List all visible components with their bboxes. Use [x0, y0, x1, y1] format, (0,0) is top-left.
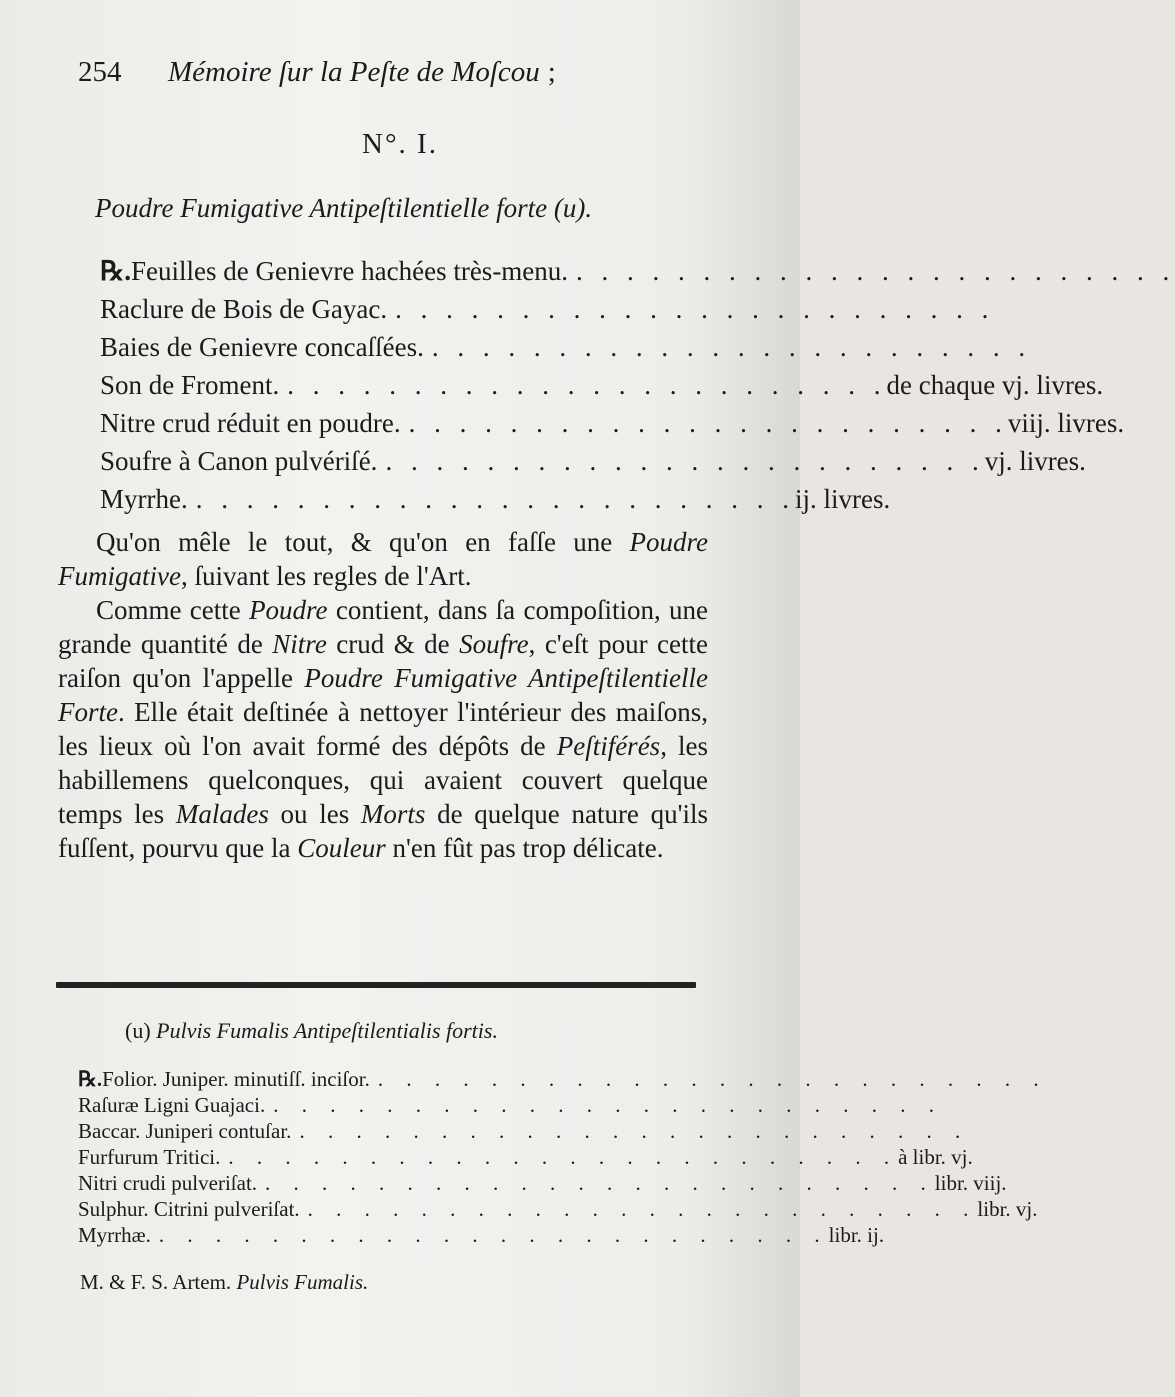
footnote-recipe-ingredient: Nitri crudi pulveriſat. — [78, 1171, 258, 1195]
footnote-recipe-leader-dots: . . . . . . . . . . . . . . . . . . . . . . . . — [228, 1145, 899, 1169]
recipe-leader-dots: . . . . . . . . . . . . . . . . . . . . . . . . — [408, 408, 1008, 438]
recipe-row — [100, 370, 1104, 408]
recipe-row — [100, 446, 1086, 484]
footnote-recipe-ingredient: Baccar. Juniperi contuſar. — [78, 1119, 292, 1143]
running-header — [78, 56, 628, 89]
recipe-quantity: viij. livres. — [1007, 408, 1125, 438]
footnote-recipe-leader-dots: . . . . . . . . . . . . . . . . . . . . . . . . — [273, 1093, 943, 1117]
recipe-quantity: de chaque vj. livres. — [886, 370, 1104, 400]
recipe-rx-symbol: ℞. — [100, 256, 131, 286]
recipe-ingredient: Son de Froment. — [100, 370, 280, 400]
section-number: N°. I. — [362, 128, 438, 160]
recipe-row — [100, 484, 891, 522]
body-text — [58, 525, 708, 865]
footnote-recipe-row — [78, 1197, 1038, 1223]
recipe-ingredient: Baies de Genievre concaſſées. — [100, 332, 424, 362]
footnote-closing: M. & F. S. Artem. Pulvis Fumalis. — [80, 1270, 369, 1294]
footnote-recipe-ingredient: Furfurum Tritici. — [78, 1145, 221, 1169]
recipe-ingredient: Myrrhe. — [100, 484, 188, 514]
footnote-recipe-quantity: libr. ij. — [828, 1223, 885, 1247]
recipe-quantity: vj. livres. — [984, 446, 1086, 476]
header-mark: ; — [547, 56, 556, 88]
running-title: Mémoire ſur la Peſte de Moſcou — [168, 56, 540, 88]
recipe-ingredient: Feuilles de Genievre hachées très-menu. — [130, 256, 569, 286]
footnote-recipe-row — [78, 1145, 973, 1171]
footnote-recipe-quantity: à libr. vj. — [898, 1145, 973, 1169]
footnote-recipe-quantity: libr. viij. — [934, 1171, 1007, 1195]
footnote-recipe-list — [78, 1067, 1048, 1249]
recipe-leader-dots: . . . . . . . . . . . . . . . . . . . . . . . . — [195, 484, 795, 514]
footnote-recipe-ingredient: Sulphur. Citrini pulveriſat. — [78, 1197, 300, 1221]
recipe-leader-dots: . . . . . . . . . . . . . . . . . . . . . . . . — [576, 256, 1175, 286]
recipe-ingredient: Soufre à Canon pulvériſé. — [100, 446, 378, 476]
recipe-leader-dots: . . . . . . . . . . . . . . . . . . . . . . . . — [287, 370, 887, 400]
recipe-leader-dots: . . . . . . . . . . . . . . . . . . . . . . . . — [395, 294, 995, 324]
recipe-row — [100, 332, 1032, 370]
footnote-recipe-leader-dots: . . . . . . . . . . . . . . . . . . . . . . . . — [265, 1171, 935, 1195]
paragraph-2: Comme cette Poudre contient, dans ſa compoſition, une grande quantité de Nitre crud & de Soufre, c'eſt pour cette raiſon qu'on l'appelle Poudre Fumigative Antipeſtilentielle Forte. Elle était deſtinée à nettoyer l'intérieur des maiſons, les lieux où l'on avait formé des dépôts de Peſtiférés, les habillemens quelconques, qui avaient couvert quelque temps les Malades ou les Morts de quelque nature qu'ils fuſſent, pourvu que la Couleur n'en fût pas trop délicate. — [58, 595, 709, 863]
footnote-title: Pulvis Fumalis Antipeſtilentialis fortis. — [156, 1018, 498, 1043]
footnote-recipe-leader-dots: . . . . . . . . . . . . . . . . . . . . . . . . — [307, 1197, 978, 1221]
footnote-rule — [56, 982, 696, 988]
footnote-recipe-row — [78, 1067, 1048, 1093]
recipe-heading: Poudre Fumigative Antipeſtilentielle forte (u). — [95, 193, 593, 223]
footnote-recipe-rx-symbol: ℞. — [78, 1067, 103, 1091]
footnote-recipe-leader-dots: . . . . . . . . . . . . . . . . . . . . . . . . — [377, 1067, 1048, 1091]
recipe-leader-dots: . . . . . . . . . . . . . . . . . . . . . . . . — [385, 446, 985, 476]
footnote-heading — [125, 1018, 685, 1044]
recipe-row — [100, 256, 1175, 294]
footnote-recipe-row — [78, 1093, 943, 1119]
recipe-row — [100, 408, 1125, 446]
footnote-recipe-ingredient: Folior. Juniper. minutiſſ. inciſor. — [102, 1067, 370, 1091]
footnote-recipe-row — [78, 1119, 970, 1145]
recipe-leader-dots: . . . . . . . . . . . . . . . . . . . . . . . . — [431, 332, 1032, 362]
footnote-recipe-quantity: libr. vj. — [977, 1197, 1038, 1221]
paragraph-1: Qu'on mêle le tout, & qu'on en faſſe une Poudre Fumigative, ſuivant les regles de l'Art. — [58, 527, 708, 591]
footnote-recipe-leader-dots: . . . . . . . . . . . . . . . . . . . . . . . . — [299, 1119, 970, 1143]
recipe-row — [100, 294, 995, 332]
page-number: 254 — [78, 56, 122, 88]
recipe-list — [100, 256, 1175, 522]
footnote-recipe-leader-dots: . . . . . . . . . . . . . . . . . . . . . . . . — [158, 1223, 829, 1247]
recipe-ingredient: Nitre crud réduit en poudre. — [100, 408, 401, 438]
footnote-marker: (u) — [125, 1018, 151, 1043]
footnote-recipe-ingredient: Myrrhæ. — [78, 1223, 151, 1247]
recipe-ingredient: Raclure de Bois de Gayac. — [100, 294, 388, 324]
footnote-recipe-ingredient: Raſuræ Ligni Guajaci. — [78, 1093, 266, 1117]
footnote-recipe-row — [78, 1171, 1007, 1197]
footnote-recipe-row — [78, 1223, 885, 1249]
recipe-quantity: ij. livres. — [794, 484, 891, 514]
